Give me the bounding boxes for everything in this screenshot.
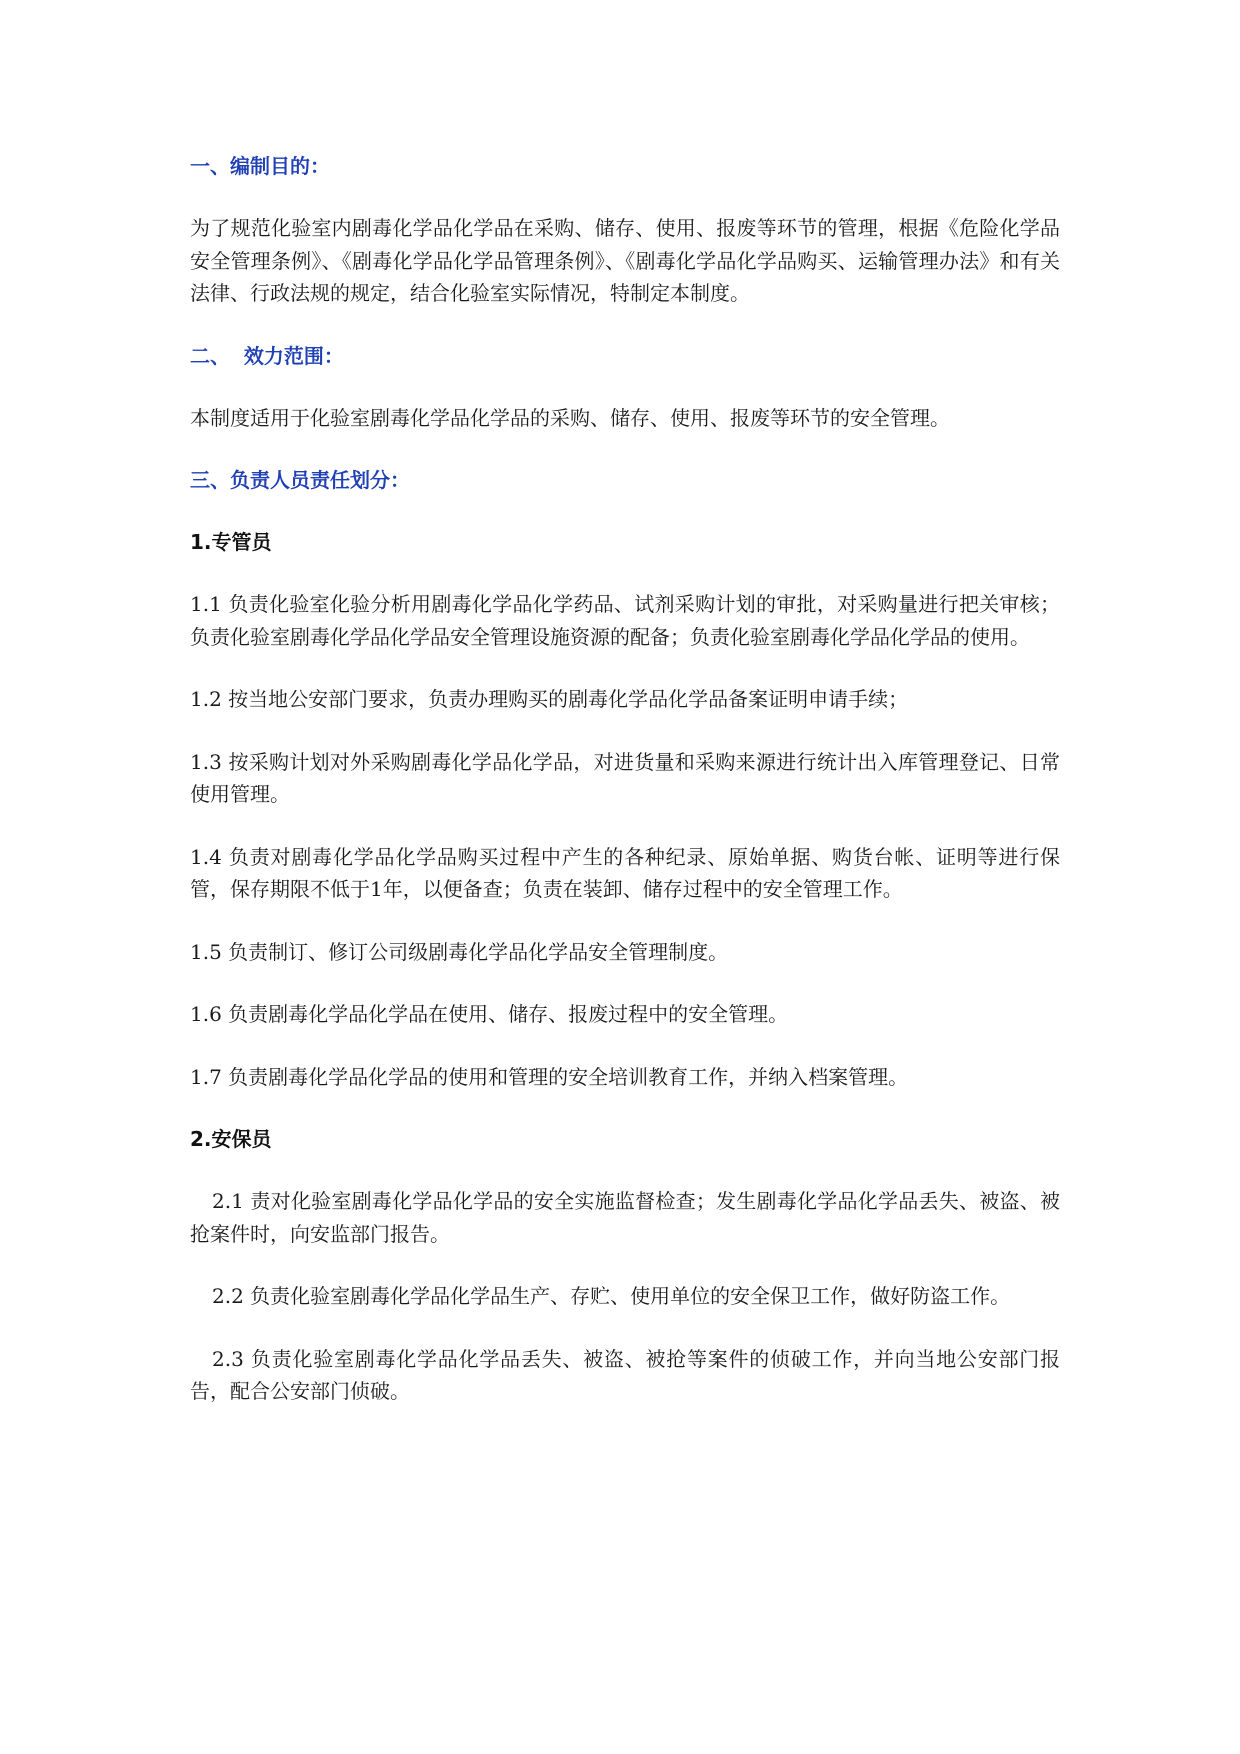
purpose-paragraph: 为了规范化验室内剧毒化学品化学品在采购、储存、使用、报废等环节的管理，根据《危险化学品安全管理条例》、《剧毒化学品化学品管理条例》、《剧毒化学品化学品购买、运输管理办法》和有关法律、行政法规的规定，结合化验室实际情况，特制定本制度。 <box>190 216 1060 305</box>
security-item-2-2: 2.2 负责化验室剧毒化学品化学品生产、存贮、使用单位的安全保卫工作，做好防盗工作。 <box>212 1284 1011 1308</box>
custodian-item-1-2: 1.2 按当地公安部门要求，负责办理购买的剧毒化学品化学品备案证明申请手续； <box>190 687 909 711</box>
section-heading-scope: 二、 效力范围： <box>190 343 344 368</box>
custodian-item-1-5: 1.5 负责制订、修订公司级剧毒化学品化学品安全管理制度。 <box>190 939 729 964</box>
custodian-item-1-7: 1.7 负责剧毒化学品化学品的使用和管理的安全培训教育工作，并纳入档案管理。 <box>190 1064 909 1089</box>
custodian-item-1-6: 1.6 负责剧毒化学品化学品在使用、储存、报废过程中的安全管理。 <box>190 1002 789 1026</box>
custodian-item-1-1: 1.1 负责化验室化验分析用剧毒化学品化学药品、试剂采购计划的审批，对采购量进行把关审核；负责化验室剧毒化学品化学品安全管理设施资源的配备；负责化验室剧毒化学品化学品的使用。 <box>190 592 1060 649</box>
subheading-security-officer: 2.安保员 <box>190 1127 272 1151</box>
custodian-item-1-3: 1.3 按采购计划对外采购剧毒化学品化学品，对进货量和采购来源进行统计出入库管理登记、日常使用管理。 <box>190 749 1060 806</box>
scope-paragraph: 本制度适用于化验室剧毒化学品化学品的采购、储存、使用、报废等环节的安全管理。 <box>190 405 950 430</box>
document-page <box>190 150 1060 1438</box>
section-heading-purpose: 一、编制目的： <box>190 154 330 178</box>
section-heading-responsibilities: 三、负责人员责任划分： <box>190 468 410 492</box>
custodian-item-1-4: 1.4 负责对剧毒化学品化学品购买过程中产生的各种纪录、原始单据、购货台帐、证明等进行保管，保存期限不低于1年，以便备查；负责在装卸、储存过程中的安全管理工作。 <box>190 844 1060 901</box>
security-item-2-3: 2.3 负责化验室剧毒化学品化学品丢失、被盗、被抢等案件的侦破工作，并向当地公安部门报告，配合公安部门侦破。 <box>190 1346 1060 1403</box>
security-item-2-1: 2.1 责对化验室剧毒化学品化学品的安全实施监督检查；发生剧毒化学品化学品丢失、被盗、被抢案件时，向安监部门报告。 <box>190 1189 1060 1246</box>
subheading-custodian: 1.专管员 <box>190 530 272 554</box>
